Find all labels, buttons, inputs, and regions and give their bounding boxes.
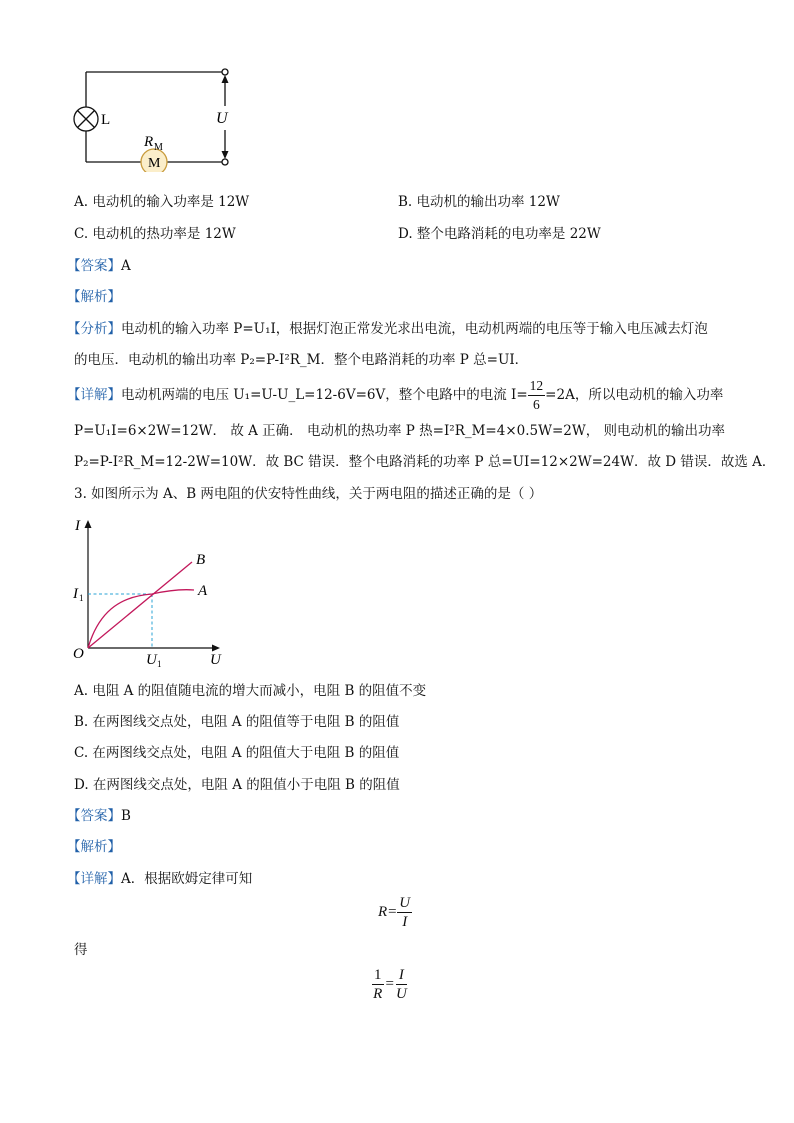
q2-option-d: D. 整个电路消耗的电功率是 22W — [398, 226, 601, 242]
curve-b — [88, 562, 192, 648]
q2-analysis-tag: 【解析】 — [67, 289, 121, 305]
q2-option-c: C. 电动机的热功率是 12W — [74, 226, 236, 242]
q2-fenxi-line1 — [67, 320, 708, 338]
q2-fenxi-line2: 的电压．电动机的输出功率 P₂=P-I²R_M．整个电路消耗的功率 P 总=UI． — [74, 352, 529, 368]
resistance-sub: M — [154, 142, 163, 153]
q3-option-d: D. 在两图线交点处，电阻 A 的阻值小于电阻 B 的阻值 — [74, 777, 400, 793]
curve-b-label: B — [196, 552, 206, 568]
detail-text-a: 电动机两端的电压 U₁=U-U_L=12-6V=6V，整个电路中的电流 I= — [121, 387, 528, 403]
detail-text-b: =2A，所以电动机的输入功率 — [545, 387, 724, 403]
q3-option-c: C. 在两图线交点处，电阻 A 的阻值大于电阻 B 的阻值 — [74, 745, 400, 761]
q2-option-a: A. 电动机的输入功率是 12W — [74, 194, 250, 210]
eq2-rhs-fraction: $\frac{I}{U}$ — [395, 967, 407, 1002]
q3-answer-value: B — [121, 808, 131, 824]
fenxi-text: 电动机的输入功率 P=U₁I，根据灯泡正常发光求出电流，电动机两端的电压等于输入电压减去灯泡 — [121, 321, 708, 337]
detail-tag: 【详解】 — [67, 387, 121, 403]
q3-detail-text: A．根据欧姆定律可知 — [121, 871, 253, 887]
q3-option-a: A. 电阻 A 的阻值随电流的增大而减小，电阻 B 的阻值不变 — [74, 683, 427, 699]
q2-answer — [67, 257, 131, 275]
i1-label: I — [73, 586, 78, 602]
q3-detail — [67, 870, 252, 888]
x-axis-label: U — [210, 652, 221, 668]
curve-a-label: A — [198, 583, 208, 599]
resistance-label: R — [144, 134, 154, 150]
lamp-label: L — [101, 112, 111, 128]
q2-detail-line2: P=U₁I=6×2W=12W． 故 A 正确． 电动机的热功率 P 热=I²R_M=4×0.5W=2W， 则电动机的输出功率 — [74, 423, 726, 439]
eq1-fraction: $\frac{U}{I}$ — [399, 895, 411, 930]
eq2-equals: = — [385, 976, 394, 992]
q3-answer — [67, 807, 131, 825]
q3-stem: 3. 如图所示为 A、B 两电阻的伏安特性曲线，关于两电阻的描述正确的是（ ） — [74, 486, 543, 502]
q3-answer-tag: 【答案】 — [67, 808, 121, 824]
q2-detail-line1 — [67, 375, 723, 415]
circuit-diagram — [70, 62, 250, 172]
answer-tag: 【答案】 — [67, 258, 121, 274]
equation-reciprocal — [372, 966, 407, 1003]
i1-sub: 1 — [79, 593, 84, 603]
y-axis-label: I — [75, 518, 80, 534]
answer-value: A — [121, 258, 131, 274]
q3-analysis-tag: 【解析】 — [67, 839, 121, 855]
de-text: 得 — [74, 942, 88, 958]
current-fraction: $\frac{12}{6}$ — [529, 378, 544, 412]
voltage-label: U — [216, 110, 228, 127]
terminal-top — [222, 69, 228, 75]
eq2-lhs-fraction: $\frac{1}{R}$ — [373, 967, 383, 1002]
curve-a — [88, 590, 194, 648]
eq1-lhs: R= — [378, 904, 398, 920]
equation-ohm — [378, 894, 412, 931]
q2-detail-line3: P₂=P-I²R_M=12-2W=10W．故 BC 错误．整个电路消耗的功率 P 总=UI=12×2W=24W．故 D 错误．故选 A． — [74, 454, 776, 470]
u1-sub: 1 — [157, 659, 162, 669]
origin-label: O — [73, 646, 84, 662]
u1-label: U — [146, 652, 157, 668]
q3-option-b: B. 在两图线交点处，电阻 A 的阻值等于电阻 B 的阻值 — [74, 714, 400, 730]
iv-graph — [70, 512, 230, 672]
fenxi-tag: 【分析】 — [67, 321, 121, 337]
q2-option-b: B. 电动机的输出功率 12W — [398, 194, 560, 210]
motor-label: M — [148, 156, 161, 171]
q3-detail-tag: 【详解】 — [67, 871, 121, 887]
terminal-bottom — [222, 159, 228, 165]
